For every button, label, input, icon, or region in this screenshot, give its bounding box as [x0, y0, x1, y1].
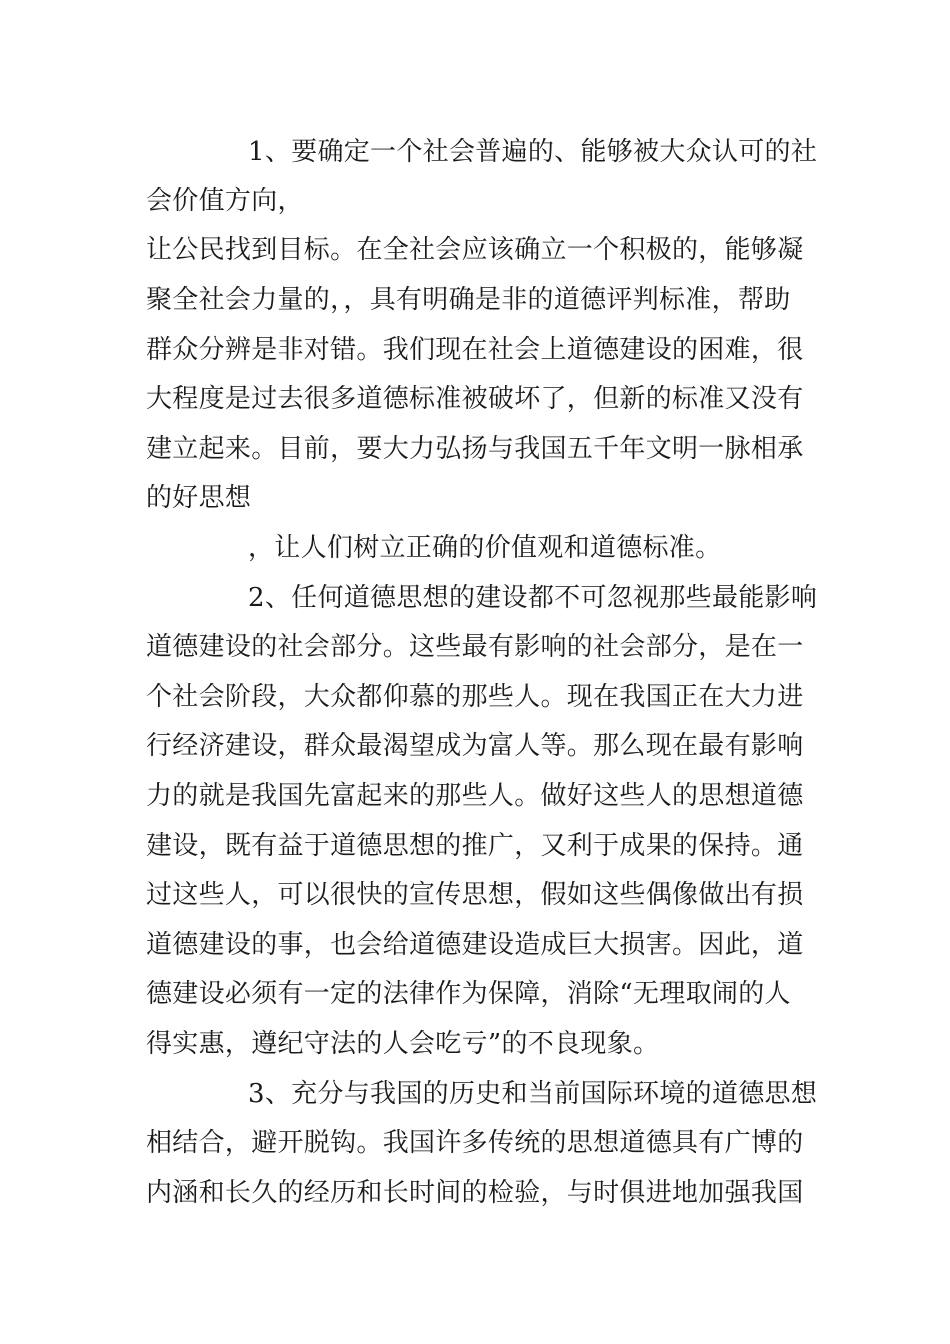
text-line: 行经济建设，群众最渴望成为富人等。那么现在最有影响	[146, 731, 804, 761]
text-line: 个社会阶段，大众都仰慕的那些人。现在我国正在大力进	[146, 682, 804, 712]
text-line: 聚全社会力量的，，具有明确是非的道德评判标准，帮助	[146, 285, 791, 315]
text-line: 会价值方向，	[146, 186, 304, 216]
text-line: 内涵和长久的经历和长时间的检验，与时俱进地加强我国	[146, 1178, 804, 1208]
text-line: 2、任何道德思想的建设都不可忽视那些最能影响	[248, 583, 818, 613]
text-line: 群众分辨是非对错。我们现在社会上道德建设的困难，很	[146, 335, 804, 365]
text-line: 1、要确定一个社会普遍的、能够被大众认可的社	[248, 137, 818, 167]
text-line: 大程度是过去很多道德标准被破坏了，但新的标准又没有	[146, 384, 804, 414]
text-line: 3、充分与我国的历史和当前国际环境的道德思想	[248, 1079, 818, 1109]
text-line: 让公民找到目标。在全社会应该确立一个积极的，能够凝	[146, 235, 804, 265]
text-line: 德建设必须有一定的法律作为保障，消除“无理取闹的人	[146, 979, 791, 1009]
text-line: 力的就是我国先富起来的那些人。做好这些人的思想道德	[146, 781, 804, 811]
text-line: 道德建设的事，也会给道德建设造成巨大损害。因此，道	[146, 930, 804, 960]
text-line: 建设，既有益于道德思想的推广，又利于成果的保持。通	[146, 831, 804, 861]
text-line: 得实惠，遵纪守法的人会吃亏”的不良现象。	[146, 1029, 660, 1059]
text-line: ，让人们树立正确的价值观和道德标准。	[248, 533, 722, 563]
text-line: 相结合，避开脱钩。我国许多传统的思想道德具有广博的	[146, 1128, 804, 1158]
text-line: 道德建设的社会部分。这些最有影响的社会部分，是在一	[146, 632, 804, 662]
text-line: 的好思想	[146, 483, 252, 513]
text-line: 过这些人，可以很快的宣传思想，假如这些偶像做出有损	[146, 880, 804, 910]
text-line: 建立起来。目前，要大力弘扬与我国五千年文明一脉相承	[146, 434, 804, 464]
